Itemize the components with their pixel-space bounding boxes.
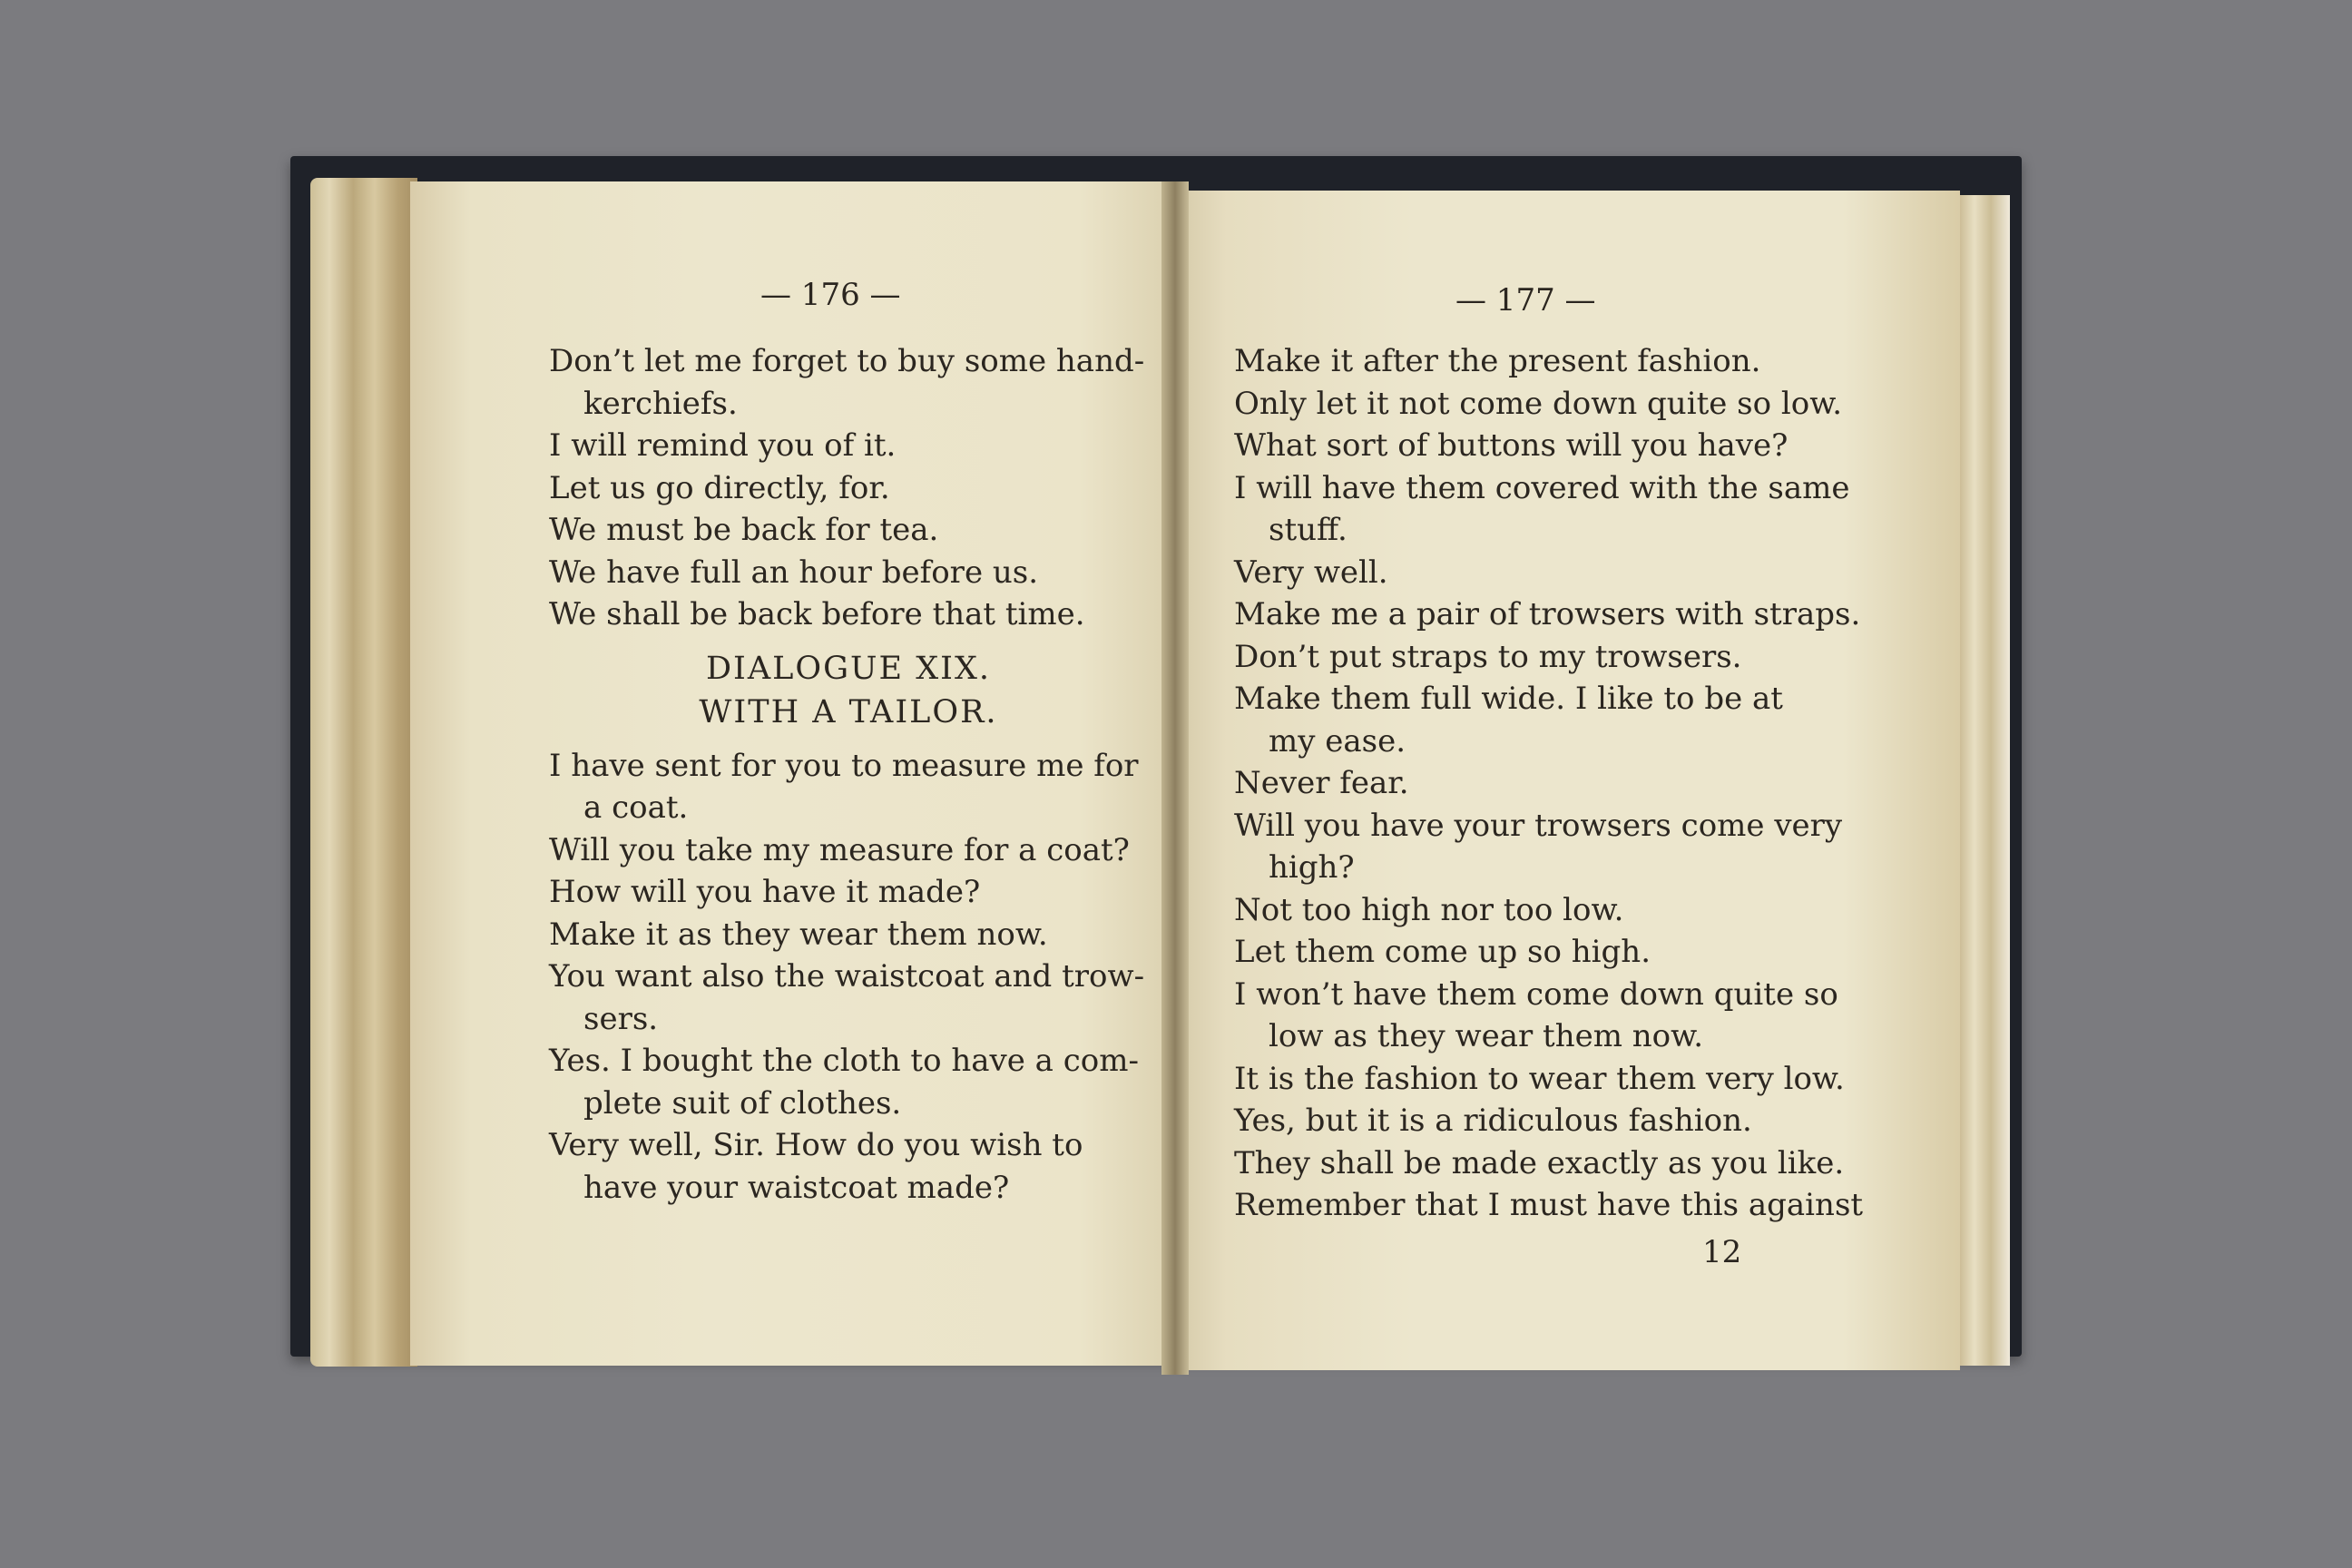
text-line: I won’t have them come down quite so: [1234, 975, 1838, 1013]
left-page-text: [549, 340, 1148, 1209]
text-line: Make it as they wear them now.: [549, 916, 1048, 953]
text-line: Very well.: [1234, 554, 1388, 591]
text-line: Will you take my measure for a coat?: [549, 831, 1130, 868]
left-page-edges: [310, 178, 417, 1367]
text-line: They shall be made exactly as you like.: [1234, 1144, 1845, 1181]
right-text-lines: [1234, 340, 1864, 1227]
text-line: high?: [1269, 849, 1355, 886]
left-text-top: [549, 340, 1148, 636]
text-line: Yes. I bought the cloth to have a com-: [549, 1043, 1139, 1079]
text-line: What sort of buttons will you have?: [1234, 427, 1788, 464]
text-line: Make me a pair of trowsers with straps.: [1234, 596, 1861, 632]
text-line: How will you have it made?: [549, 874, 981, 910]
text-line: Yes, but it is a ridiculous fashion.: [1234, 1102, 1752, 1139]
text-line: Remember that I must have this against: [1234, 1187, 1864, 1223]
text-line: Only let it not come down quite so low.: [1234, 385, 1843, 422]
text-line: I have sent for you to measure me for: [549, 747, 1139, 784]
text-line: We shall be back before that time.: [549, 596, 1085, 632]
right-page-number: — 177 —: [1455, 282, 1596, 318]
text-line: my ease.: [1269, 722, 1406, 760]
text-line: kerchiefs.: [583, 385, 738, 422]
text-line: Make it after the present fashion.: [1234, 343, 1761, 379]
left-text-bottom: [549, 745, 1148, 1210]
text-line: plete suit of clothes.: [583, 1084, 902, 1122]
right-page-edges: [1955, 195, 2010, 1366]
text-line: It is the fashion to wear them very low.: [1234, 1060, 1845, 1097]
text-line: low as they wear them now.: [1269, 1018, 1704, 1054]
text-line: I will remind you of it.: [549, 427, 897, 464]
text-line: Don’t let me forget to buy some hand-: [549, 343, 1145, 379]
text-line: We have full an hour before us.: [549, 554, 1039, 591]
left-page-number: — 176 —: [760, 277, 901, 313]
dialogue-heading: DIALOGUE XIX.: [705, 650, 991, 687]
text-line: stuff.: [1269, 512, 1348, 548]
text-line: Let us go directly, for.: [549, 469, 890, 506]
text-line: Make them full wide. I like to be at: [1234, 681, 1783, 717]
right-page-text: [1234, 340, 1864, 1227]
text-line: Never fear.: [1234, 765, 1409, 801]
text-line: Don’t put straps to my trowsers.: [1234, 638, 1742, 675]
text-line: a coat.: [583, 789, 689, 826]
book-gutter: [1161, 181, 1189, 1375]
text-line: have your waistcoat made?: [583, 1169, 1010, 1206]
text-line: We must be back for tea.: [549, 512, 939, 548]
text-line: Not too high nor too low.: [1234, 891, 1624, 928]
dialogue-subheading: WITH A TAILOR.: [699, 693, 998, 730]
text-line: I will have them covered with the same: [1234, 469, 1850, 506]
text-line: Let them come up so high.: [1234, 934, 1651, 970]
signature-mark: 12: [1702, 1234, 1742, 1270]
text-line: You want also the waistcoat and trow-: [549, 958, 1145, 995]
text-line: Will you have your trowsers come very: [1234, 807, 1843, 844]
text-line: Very well, Sir. How do you wish to: [549, 1127, 1083, 1163]
text-line: sers.: [583, 1000, 659, 1037]
